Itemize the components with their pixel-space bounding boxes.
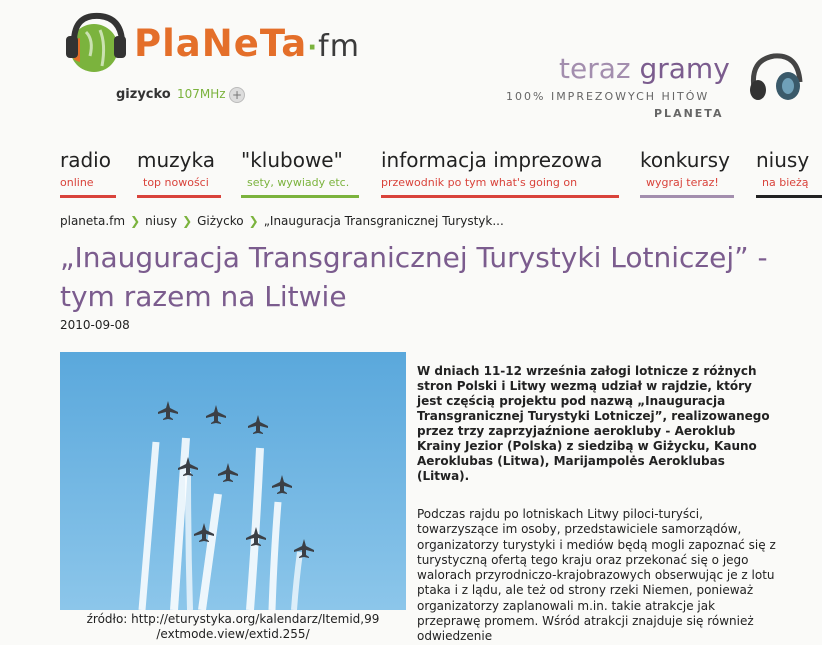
nav-underline (60, 195, 116, 198)
article-lead: W dniach 11-12 września załogi lotnicze z różnych stron Polski i Litwy wezmą udział w rajdzie, który jest częścią projektu pod nazwą „Inauguracja Transgranicznej Turystyki Lotniczej”, realizowanego przez trzy zaprzyjaźnione aerokluby - Aeroklub Krainy Jezior (Polska) z siedzibą w Giżycku, Kauno Aeroklubas (Litwa), Marijampolės Aeroklubas (Litwa). (417, 364, 770, 483)
plus-icon[interactable]: + (229, 87, 245, 103)
breadcrumb-link-niusy[interactable]: niusy (145, 214, 178, 228)
chevron-right-icon: ❯ (130, 214, 141, 228)
article-body: Podczas rajdu po lotniskach Litwy piloci-turyści, towarzyszące im osoby, przedstawiciele samorządów, organizatorzy turystyki i mediów będą mogli zapoznać się z turystyczną ofertą tego kraju oraz przekonać się o jego walorach przyrodniczo-krajobrazowych obserwując je z lotu ptaka i z lądu, ale też od strony rzeki Niemen, ponieważ organizatorzy zaplanowali m.in. takie atrakcje jak przeprawę promem. Wśród atrakcji znajduje się również odwiedzenie (417, 507, 776, 644)
city-label: gizycko (116, 87, 171, 102)
headphones-icon[interactable] (744, 48, 806, 104)
chevron-right-icon: ❯ (248, 214, 259, 228)
article-date: 2010-09-08 (60, 318, 130, 332)
breadcrumb-link-home[interactable]: planeta.fm (60, 214, 126, 228)
nav-item-niusy[interactable]: niusy na bieżą (756, 148, 822, 208)
frequency-label: 107MHz (177, 87, 226, 101)
nav-item-radio[interactable]: radio online (60, 148, 116, 208)
chevron-right-icon: ❯ (182, 214, 193, 228)
nav-item-konkursy[interactable]: konkursy wygraj teraz! (640, 148, 734, 208)
nav-underline (137, 195, 221, 198)
page-title: „Inauguracja Transgranicznej Turystyki Lotniczej” -tym razem na Litwie (60, 241, 768, 313)
logo-headphones-globe-icon[interactable] (60, 10, 128, 78)
breadcrumb (60, 214, 504, 228)
breadcrumb-current: „Inauguracja Transgranicznej Turystyk... (263, 214, 504, 228)
now-playing-station: PLANETA (654, 107, 724, 120)
nav-item-muzyka[interactable]: muzyka top nowości (137, 148, 221, 208)
nav-item-informacja-imprezowa[interactable]: informacja imprezowa przewodnik po tym what's going on (381, 148, 619, 208)
nav-underline (756, 195, 822, 198)
breadcrumb-link-gizycko[interactable]: Giżycko (197, 214, 244, 228)
nav-underline (381, 195, 619, 198)
nav-underline (241, 195, 359, 198)
nav-underline (640, 195, 734, 198)
now-playing-tagline: 100% IMPREZOWYCH HITÓW (506, 90, 710, 103)
nav-item-klubowe[interactable]: "klubowe" sety, wywiady etc. (241, 148, 359, 208)
now-playing-heading[interactable]: teraz gramy (559, 52, 730, 85)
photo-caption: źródło: http://eturystyka.org/kalendarz/Itemid,99 /extmode.view/extid.255/ (86, 612, 380, 641)
article-photo (60, 352, 406, 610)
logo-wordmark[interactable]: PlaNeTa·fm (134, 22, 360, 65)
